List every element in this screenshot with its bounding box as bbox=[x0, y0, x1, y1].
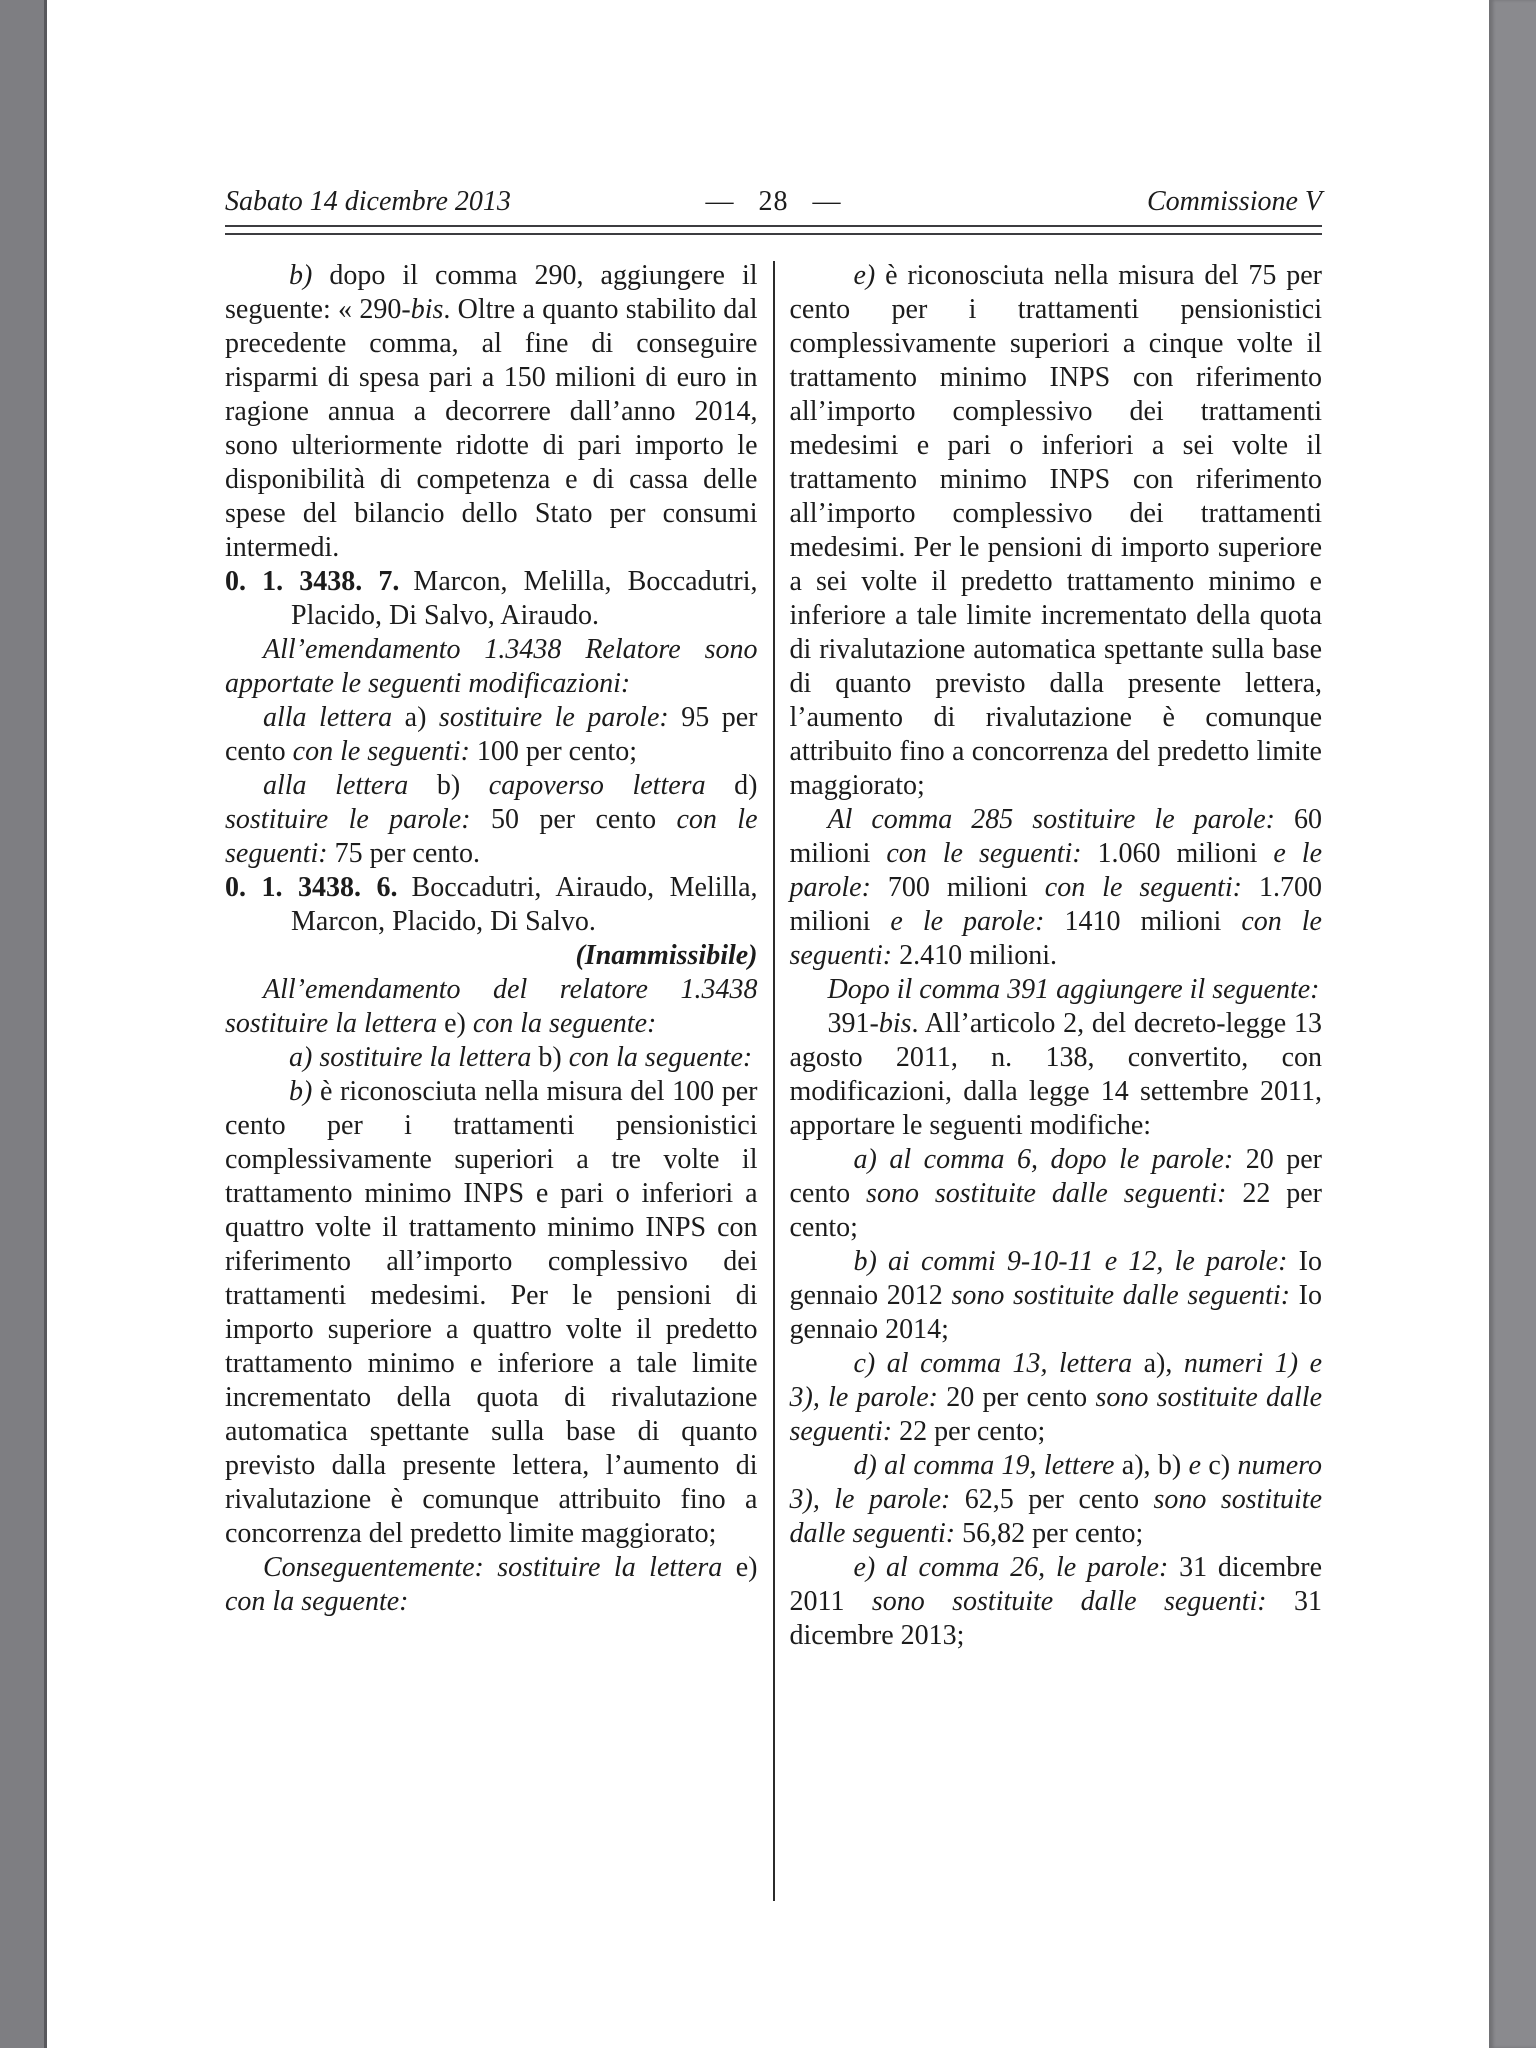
paragraph bbox=[225, 633, 758, 701]
paragraph bbox=[790, 259, 1323, 803]
text-segment: 20 per cento bbox=[946, 1382, 1096, 1413]
text-segment: è riconosciuta nella misura del 100 per cento per i trattamenti pensionistici complessivamente superiori a tre volte il trattamento minimo INPS e pari o inferiori a quattro volte il trattamento minimo INPS con riferimento all’importo complessivo dei trattamenti medesimi. Per le pensioni di importo superiore a quattro volte il predetto trattamento minimo e inferiore a tale limite incrementato della quota di rivalutazione automatica spettante sulla base di quanto previsto dalla presente lettera, l’aumento di rivalutazione è comunque attribuito fino a concorrenza del predetto limite maggiorato; bbox=[225, 1076, 758, 1549]
text-segment: d) bbox=[734, 770, 758, 801]
paragraph bbox=[225, 769, 758, 871]
text-segment: sostituire le parole: bbox=[225, 804, 491, 835]
text-segment: sono sostituite dalle seguenti: bbox=[866, 1178, 1243, 1209]
text-segment: numeri 1) e 3), le parole: bbox=[789, 1348, 1322, 1413]
text-segment: dopo il comma 290, aggiungere il seguente: « 290- bbox=[225, 260, 758, 325]
text-segment: 95 per cento bbox=[225, 702, 758, 767]
text-segment: 0. 1. 3438. 7. bbox=[225, 566, 414, 597]
text-segment: con le seguenti: bbox=[1044, 872, 1259, 903]
header-page-number: — 28 — bbox=[705, 186, 842, 217]
text-segment: è riconosciuta nella misura del 75 per cento per i trattamenti pensionistici complessivamente superiori a cinque volte il trattamento minimo INPS con riferimento all’importo complessivo dei trattamenti medesimi e pari o inferiori a sei volte il trattamento minimo INPS con riferimento all’importo complessivo dei trattamenti medesimi. Per le pensioni di importo superiore a sei volte il predetto trattamento minimo e inferiore a tale limite incrementato della quota di rivalutazione automatica spettante sulla base di quanto previsto dalla presente lettera, l’aumento di rivalutazione è comunque attribuito fino a concorrenza del predetto limite maggiorato; bbox=[789, 260, 1322, 801]
text-segment: 31 dicembre 2011 bbox=[789, 1552, 1323, 1617]
text-segment: 75 per cento. bbox=[334, 838, 481, 869]
text-segment: b) ai commi 9-10-11 e 12, le parole: bbox=[853, 1246, 1299, 1277]
paragraph bbox=[225, 1551, 758, 1619]
text-segment: 0. 1. 3438. 6. bbox=[225, 872, 412, 903]
text-segment: Marcon, Melilla, Boccadutri, Placido, Di Salvo, Airaudo. bbox=[291, 566, 758, 631]
text-segment: 31 dicembre 2013; bbox=[789, 1586, 1322, 1651]
text-segment: e le parole: bbox=[789, 838, 1322, 903]
page-content bbox=[225, 0, 1322, 1653]
text-segment: e) al comma 26, le parole: bbox=[853, 1552, 1180, 1583]
text-segment: All’emendamento 1.3438 Relatore sono apportate le seguenti modificazioni: bbox=[225, 634, 758, 699]
text-segment: 56,82 per cento; bbox=[962, 1518, 1144, 1549]
paragraph bbox=[790, 1449, 1323, 1551]
text-segment: 20 per cento bbox=[789, 1144, 1322, 1209]
text-segment: 22 per cento; bbox=[789, 1178, 1322, 1243]
text-segment: a), b) bbox=[1121, 1450, 1189, 1481]
text-segment: con le seguenti: bbox=[292, 736, 477, 767]
text-segment: bis bbox=[410, 294, 444, 325]
text-segment: 1.700 milioni bbox=[789, 872, 1322, 937]
left-column bbox=[225, 259, 758, 1653]
text-segment: 50 per cento bbox=[490, 804, 677, 835]
scan-border-left bbox=[0, 0, 47, 2048]
text-segment: alla lettera bbox=[263, 702, 405, 733]
text-segment: 60 milioni bbox=[789, 804, 1322, 869]
text-segment: sono sostituite dalle seguenti: bbox=[951, 1280, 1299, 1311]
header-date: Sabato 14 dicembre 2013 bbox=[225, 186, 511, 217]
text-segment: Io gennaio 2012 bbox=[789, 1246, 1322, 1311]
text-segment: 391- bbox=[827, 1008, 879, 1039]
text-segment: a) bbox=[404, 702, 439, 733]
text-segment: All’emendamento del relatore 1.3438 sostituire la lettera bbox=[225, 974, 758, 1039]
paragraph bbox=[790, 1245, 1323, 1347]
text-segment: con la seguente: bbox=[568, 1042, 753, 1073]
text-segment: con la seguente: bbox=[472, 1008, 657, 1039]
text-segment: c) al comma 13, lettera bbox=[853, 1348, 1144, 1379]
text-segment: sono sostituite dalle seguenti: bbox=[789, 1484, 1322, 1549]
paragraph bbox=[225, 565, 758, 633]
text-segment: b) bbox=[436, 770, 489, 801]
page-header bbox=[225, 186, 1322, 218]
header-committee: Commissione V bbox=[1147, 186, 1322, 217]
text-segment: . All’articolo 2, del decreto-legge 13 agosto 2011, n. 138, convertito, con modificazioni, dalla legge 14 settembre 2011, apportare le seguenti modifiche: bbox=[789, 1008, 1322, 1141]
text-segment: sono sostituite dalle seguenti: bbox=[871, 1586, 1294, 1617]
paragraph bbox=[225, 1075, 758, 1551]
column-divider bbox=[773, 261, 775, 1901]
text-segment: Io gennaio 2014; bbox=[789, 1280, 1322, 1345]
text-segment: capoverso lettera bbox=[488, 770, 735, 801]
text-segment: Boccadutri, Airaudo, Melilla, Marcon, Placido, Di Salvo. bbox=[291, 872, 758, 937]
text-segment: b) bbox=[289, 260, 330, 291]
text-segment: 62,5 per cento bbox=[964, 1484, 1154, 1515]
text-segment: e bbox=[1188, 1450, 1209, 1481]
text-segment: a) sostituire la lettera bbox=[289, 1042, 539, 1073]
paragraph bbox=[225, 871, 758, 939]
text-segment: Conseguentemente: sostituire la lettera bbox=[263, 1552, 736, 1583]
text-segment: e) bbox=[735, 1552, 758, 1583]
text-segment: con la seguente: bbox=[225, 1586, 409, 1617]
text-segment: sostituire le parole: bbox=[438, 702, 682, 733]
text-segment: con le seguenti: bbox=[789, 906, 1322, 971]
text-segment: (Inammissibile) bbox=[575, 940, 758, 971]
two-column-text bbox=[225, 259, 1322, 1653]
text-segment: b) bbox=[538, 1042, 569, 1073]
text-segment: e) bbox=[853, 260, 886, 291]
paragraph bbox=[790, 1551, 1323, 1653]
text-segment: a), bbox=[1143, 1348, 1184, 1379]
paragraph bbox=[225, 701, 758, 769]
text-segment: e le parole: bbox=[890, 906, 1065, 937]
right-column bbox=[790, 259, 1323, 1653]
text-segment: Al comma 285 sostituire le parole: bbox=[827, 804, 1294, 835]
text-segment: b) bbox=[289, 1076, 320, 1107]
paragraph bbox=[225, 259, 758, 565]
text-segment: Dopo il comma 391 aggiungere il seguente: bbox=[827, 974, 1320, 1005]
paragraph bbox=[790, 1007, 1323, 1143]
paragraph bbox=[790, 1347, 1323, 1449]
text-segment: e) bbox=[444, 1008, 473, 1039]
text-segment: 22 per cento; bbox=[899, 1416, 1046, 1447]
header-double-rule bbox=[225, 225, 1322, 235]
text-segment: con le seguenti: bbox=[886, 838, 1098, 869]
text-segment: 1410 milioni bbox=[1064, 906, 1242, 937]
text-segment: a) al comma 6, dopo le parole: bbox=[853, 1144, 1246, 1175]
text-segment: . Oltre a quanto stabilito dal precedente comma, al fine di conseguire risparmi di spesa pari a 150 milioni di euro in ragione annua a decorrere dall’anno 2014, sono ulteriormente ridotte di pari importo le disponibilità di competenza e di cassa delle spese del bilancio dello Stato per consumi intermedi. bbox=[225, 294, 758, 563]
text-segment: 1.060 milioni bbox=[1097, 838, 1274, 869]
text-segment: alla lettera bbox=[263, 770, 437, 801]
text-segment: c) bbox=[1208, 1450, 1238, 1481]
paragraph bbox=[790, 973, 1323, 1007]
text-segment: 700 milioni bbox=[887, 872, 1045, 903]
scan-border-right bbox=[1489, 0, 1536, 2048]
paragraph bbox=[790, 803, 1323, 973]
paragraph bbox=[225, 973, 758, 1041]
text-segment: sono sostituite dalle seguenti: bbox=[789, 1382, 1323, 1447]
text-segment: 100 per cento; bbox=[476, 736, 638, 767]
paragraph bbox=[790, 1143, 1323, 1245]
paragraph bbox=[225, 939, 758, 973]
text-segment: 2.410 milioni. bbox=[899, 940, 1058, 971]
text-segment: d) al comma 19, lettere bbox=[853, 1450, 1122, 1481]
text-segment: numero 3), le parole: bbox=[789, 1450, 1323, 1515]
text-segment: con le seguenti: bbox=[225, 804, 758, 869]
paragraph bbox=[225, 1041, 758, 1075]
text-segment: bis bbox=[878, 1008, 912, 1039]
